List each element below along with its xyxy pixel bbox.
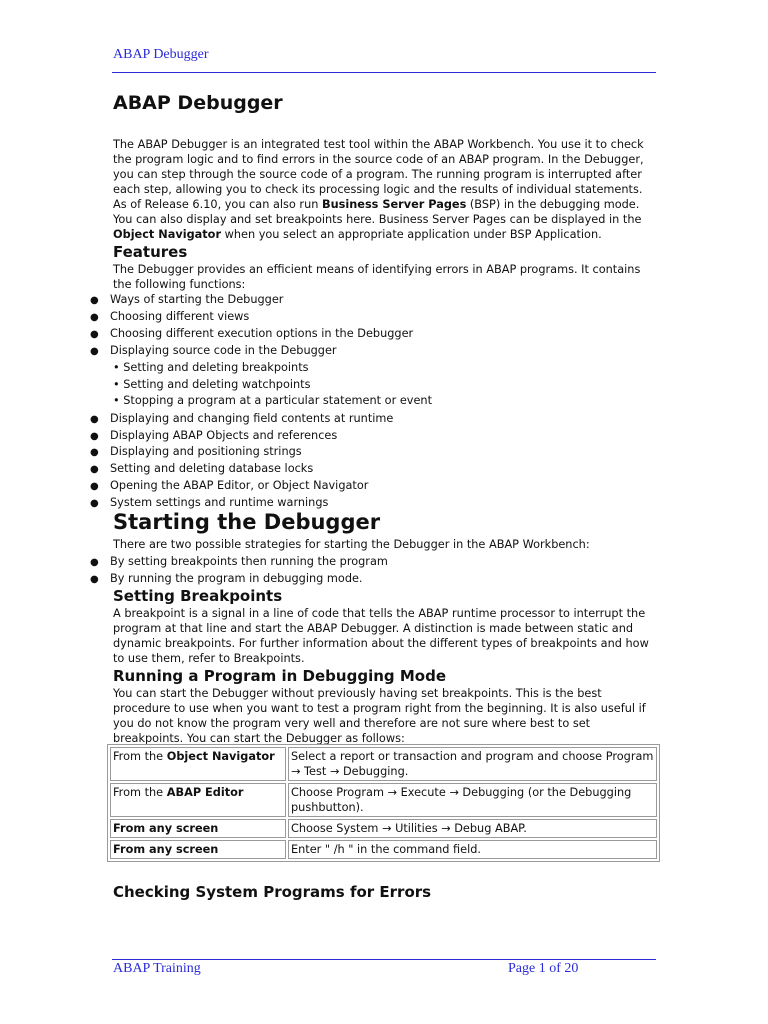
- table-row: [110, 747, 657, 781]
- table-cell: From the Object Navigator: [110, 747, 286, 781]
- features-heading: Features: [113, 243, 188, 261]
- feature-item: ● Displaying ABAP Objects and references: [90, 429, 338, 442]
- table-row: [110, 783, 657, 817]
- table-cell: From any screen: [110, 819, 286, 838]
- intro-paragraph: [113, 137, 658, 242]
- features-intro: The Debugger provides an efficient means of identifying errors in ABAP programs. It contains the following functions:: [113, 263, 641, 291]
- table-row: [110, 819, 657, 838]
- table-cell: Enter " /h " in the command field.: [288, 840, 657, 859]
- feature-item: ● Displaying and positioning strings: [90, 445, 302, 458]
- feature-subitem: • Stopping a program at a particular statement or event: [113, 394, 432, 407]
- intro-line-4: each step, allowing you to check its processing logic and the results of individual statements.: [113, 183, 643, 196]
- breakpoints-heading: Setting Breakpoints: [113, 587, 283, 605]
- bullet-icon: ●: [90, 346, 99, 357]
- bullet-icon: ●: [90, 481, 99, 492]
- feature-item: ● Displaying and changing field contents at runtime: [90, 412, 394, 425]
- starting-heading: Starting the Debugger: [113, 510, 381, 534]
- running-heading: Running a Program in Debugging Mode: [113, 667, 446, 685]
- object-navigator-term: Object Navigator: [113, 228, 222, 241]
- intro-line-3: you can step through the source code of a program. The running program is interrupted after: [113, 168, 642, 181]
- bullet-icon: ●: [90, 414, 99, 425]
- table-cell: From the ABAP Editor: [110, 783, 286, 817]
- table-cell: Choose Program → Execute → Debugging (or the Debugging pushbutton).: [288, 783, 657, 817]
- header-rule: [112, 72, 656, 73]
- bullet-icon: ●: [90, 431, 99, 442]
- intro-line-1: The ABAP Debugger is an integrated test tool within the ABAP Workbench. You use it to check: [113, 138, 644, 151]
- running-text: You can start the Debugger without previously having set breakpoints. This is the best procedure to use when you want to test a program right from the beginning. It is also useful if you do not know the program very well and therefore are not sure where best to set breakpoints. You can start the Debugger as follows:: [113, 687, 646, 745]
- checking-heading: Checking System Programs for Errors: [113, 883, 432, 901]
- bullet-icon: ●: [90, 329, 99, 340]
- bsp-term: Business Server Pages: [322, 198, 467, 211]
- bullet-icon: ●: [90, 447, 99, 458]
- starting-item: ● By running the program in debugging mode.: [90, 572, 363, 585]
- feature-item: ● Setting and deleting database locks: [90, 462, 314, 475]
- page-header: ABAP Debugger: [113, 47, 209, 62]
- bullet-icon: ●: [90, 464, 99, 475]
- footer-left: ABAP Training: [113, 961, 201, 976]
- intro-line-7: Object Navigator when you select an appropriate application under BSP Application.: [113, 228, 602, 241]
- bullet-icon: ●: [90, 295, 99, 306]
- bullet-icon: ●: [90, 498, 99, 509]
- feature-item: ● Ways of starting the Debugger: [90, 293, 284, 306]
- feature-item: ● Opening the ABAP Editor, or Object Navigator: [90, 479, 369, 492]
- breakpoints-text: A breakpoint is a signal in a line of code that tells the ABAP runtime processor to interrupt the program at that line and start the ABAP Debugger. A distinction is made between static and dynamic breakpoints. For further information about the different types of breakpoints and how to use them, refer to Breakpoints.: [113, 607, 649, 665]
- page-number: Page 1 of 20: [508, 961, 579, 976]
- bullet-icon: ●: [90, 557, 99, 568]
- table-cell: Choose System → Utilities → Debug ABAP.: [288, 819, 657, 838]
- feature-item: ● Choosing different views: [90, 310, 250, 323]
- intro-line-6: You can also display and set breakpoints here. Business Server Pages can be displayed in the: [113, 213, 642, 226]
- feature-subitem: • Setting and deleting watchpoints: [113, 378, 311, 391]
- footer-rule: [112, 959, 656, 960]
- feature-item: ● Choosing different execution options in the Debugger: [90, 327, 414, 340]
- debug-start-table: [107, 744, 660, 862]
- intro-line-5: As of Release 6.10, you can also run Business Server Pages (BSP) in the debugging mode.: [113, 198, 640, 211]
- table-row: [110, 840, 657, 859]
- feature-item: ● Displaying source code in the Debugger: [90, 344, 337, 357]
- table-cell: From any screen: [110, 840, 286, 859]
- starting-item: ● By setting breakpoints then running the program: [90, 555, 388, 568]
- bullet-icon: ●: [90, 574, 99, 585]
- page-title: ABAP Debugger: [113, 92, 283, 114]
- table-cell: Select a report or transaction and program and choose Program → Test → Debugging.: [288, 747, 657, 781]
- intro-line-2: the program logic and to find errors in the source code of an ABAP program. In the Debugger,: [113, 153, 644, 166]
- feature-item: ● System settings and runtime warnings: [90, 496, 329, 509]
- bullet-icon: ●: [90, 312, 99, 323]
- starting-intro: There are two possible strategies for starting the Debugger in the ABAP Workbench:: [113, 538, 590, 551]
- feature-subitem: • Setting and deleting breakpoints: [113, 361, 309, 374]
